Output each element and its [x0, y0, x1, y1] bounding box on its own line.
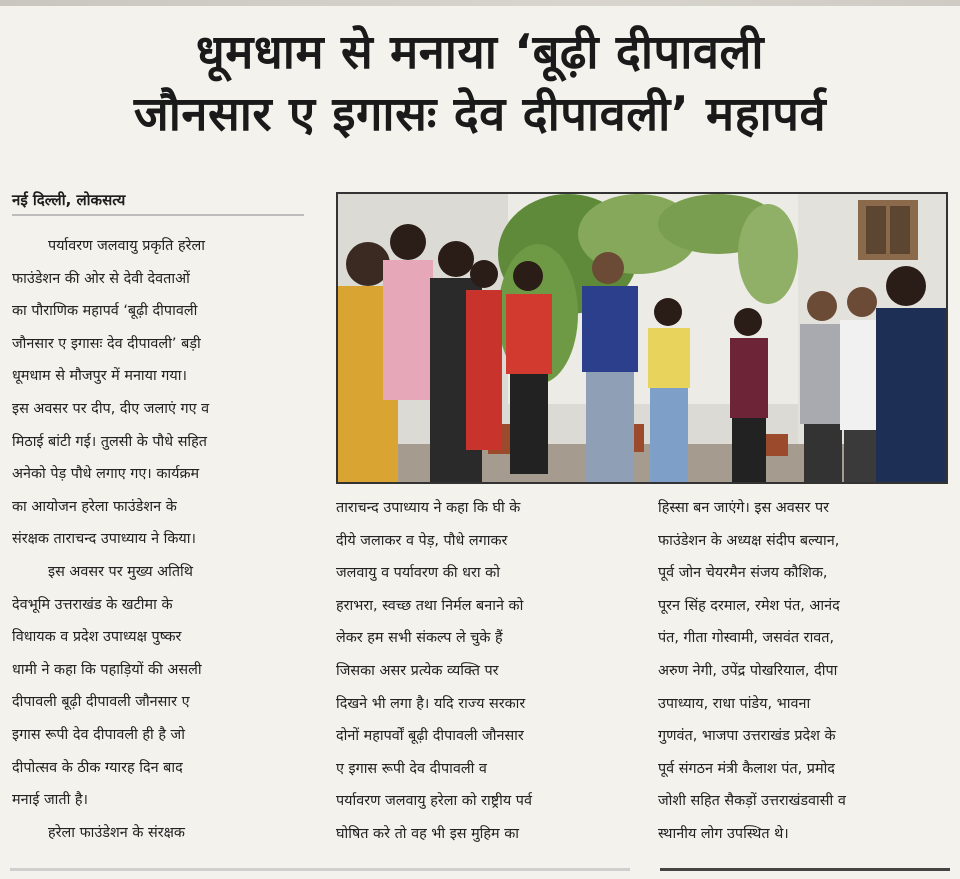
article-line: फाउंडेशन के अध्यक्ष संदीप बल्यान,	[658, 532, 840, 549]
article-line: फाउंडेशन की ओर से देवी देवताओं	[12, 270, 190, 287]
headline-line-1: धूमधाम से मनाया ‘बूढ़ी दीपावली	[195, 25, 765, 80]
article-line: देवभूमि उत्तराखंड के खटीमा के	[12, 596, 173, 613]
article-line: पूर्व जोन चेयरमैन संजय कौशिक,	[658, 565, 828, 582]
article-line: जौनसार ए इगासः देव दीपावली’ बड़ी	[12, 335, 201, 352]
article-line: पूर्व संगठन मंत्री कैलाश पंत, प्रमोद	[658, 760, 835, 777]
article-line: संरक्षक ताराचन्द उपाध्याय ने किया।	[12, 531, 196, 548]
article-line: ए इगास रूपी देव दीपावली व	[336, 760, 487, 777]
article-line: हरेला फाउंडेशन के संरक्षक	[48, 824, 185, 841]
photo-illustration	[338, 194, 946, 482]
article-line: विधायक व प्रदेश उपाध्यक्ष पुष्कर	[12, 629, 182, 646]
article-line: अनेको पेड़ पौधे लगाए गए। कार्यक्रम	[12, 466, 200, 483]
article-line: धूमधाम से मौजपुर में मनाया गया।	[12, 368, 187, 385]
article-line: उपाध्याय, राधा पांडेय, भावना	[658, 695, 811, 712]
article-line: स्थानीय लोग उपस्थित थे।	[658, 825, 789, 842]
article-line: दीये जलाकर व पेड़, पौधे लगाकर	[336, 532, 508, 549]
article-column-3	[658, 492, 950, 851]
bottom-rule	[10, 868, 630, 871]
article-line: हराभरा, स्वच्छ तथा निर्मल बनाने को	[336, 597, 524, 614]
article-column-1	[12, 230, 306, 849]
news-photo	[336, 192, 948, 484]
article-line: लेकर हम सभी संकल्प ले चुके हैं	[336, 630, 503, 647]
article-line: इगास रूपी देव दीपावली ही है जो	[12, 726, 185, 743]
article-line: दीपोत्सव के ठीक ग्यारह दिन बाद	[12, 759, 183, 776]
article-line: पर्यावरण जलवायु हरेला को राष्ट्रीय पर्व	[336, 793, 532, 810]
top-edge-strip	[0, 0, 960, 6]
article-line: का पौराणिक महापर्व ‘बूढ़ी दीपावली	[12, 303, 198, 320]
article-line: मनाई जाती है।	[12, 792, 88, 809]
article-line: जलवायु व पर्यावरण की धरा को	[336, 565, 500, 582]
article-line: इस अवसर पर मुख्य अतिथि	[48, 563, 193, 580]
article-line: दिखने भी लगा है। यदि राज्य सरकार	[336, 695, 526, 712]
article-line: अरुण नेगी, उपेंद्र पोखरियाल, दीपा	[658, 662, 838, 679]
article-line: पूरन सिंह दरमाल, रमेश पंत, आनंद	[658, 597, 840, 614]
headline	[0, 22, 960, 146]
bottom-rule-right	[660, 868, 950, 871]
headline-line-2: जौनसार ए इगासः देव दीपावली’ महापर्व	[133, 87, 827, 142]
dateline: नई दिल्ली, लोकसत्य	[12, 188, 304, 216]
article-line: मिठाई बांटी गई। तुलसी के पौधे सहित	[12, 433, 207, 450]
article-line: हिस्सा बन जाएंगे। इस अवसर पर	[658, 500, 830, 516]
article-line: ताराचन्द उपाध्याय ने कहा कि घी के	[336, 500, 521, 516]
article-line: गुणवंत, भाजपा उत्तराखंड प्रदेश के	[658, 728, 836, 745]
article-line: दोनों महापर्वों बूढ़ी दीपावली जौनसार	[336, 728, 524, 745]
article-line: पर्यावरण जलवायु प्रकृति हरेला	[48, 238, 205, 254]
article-line: घोषित करे तो वह भी इस मुहिम का	[336, 825, 520, 842]
article-column-2	[336, 492, 628, 851]
article-line: का आयोजन हरेला फाउंडेशन के	[12, 498, 177, 515]
article-line: पंत, गीता गोस्वामी, जसवंत रावत,	[658, 630, 835, 647]
article-line: जिसका असर प्रत्येक व्यक्ति पर	[336, 662, 499, 679]
article-line: इस अवसर पर दीप, दीए जलाएं गए व	[12, 400, 210, 417]
article-line: दीपावली बूढ़ी दीपावली जौनसार ए	[12, 694, 190, 711]
article-line: जोशी सहित सैकड़ों उत्तराखंडवासी व	[658, 793, 846, 810]
article-line: धामी ने कहा कि पहाड़ियों की असली	[12, 661, 202, 678]
